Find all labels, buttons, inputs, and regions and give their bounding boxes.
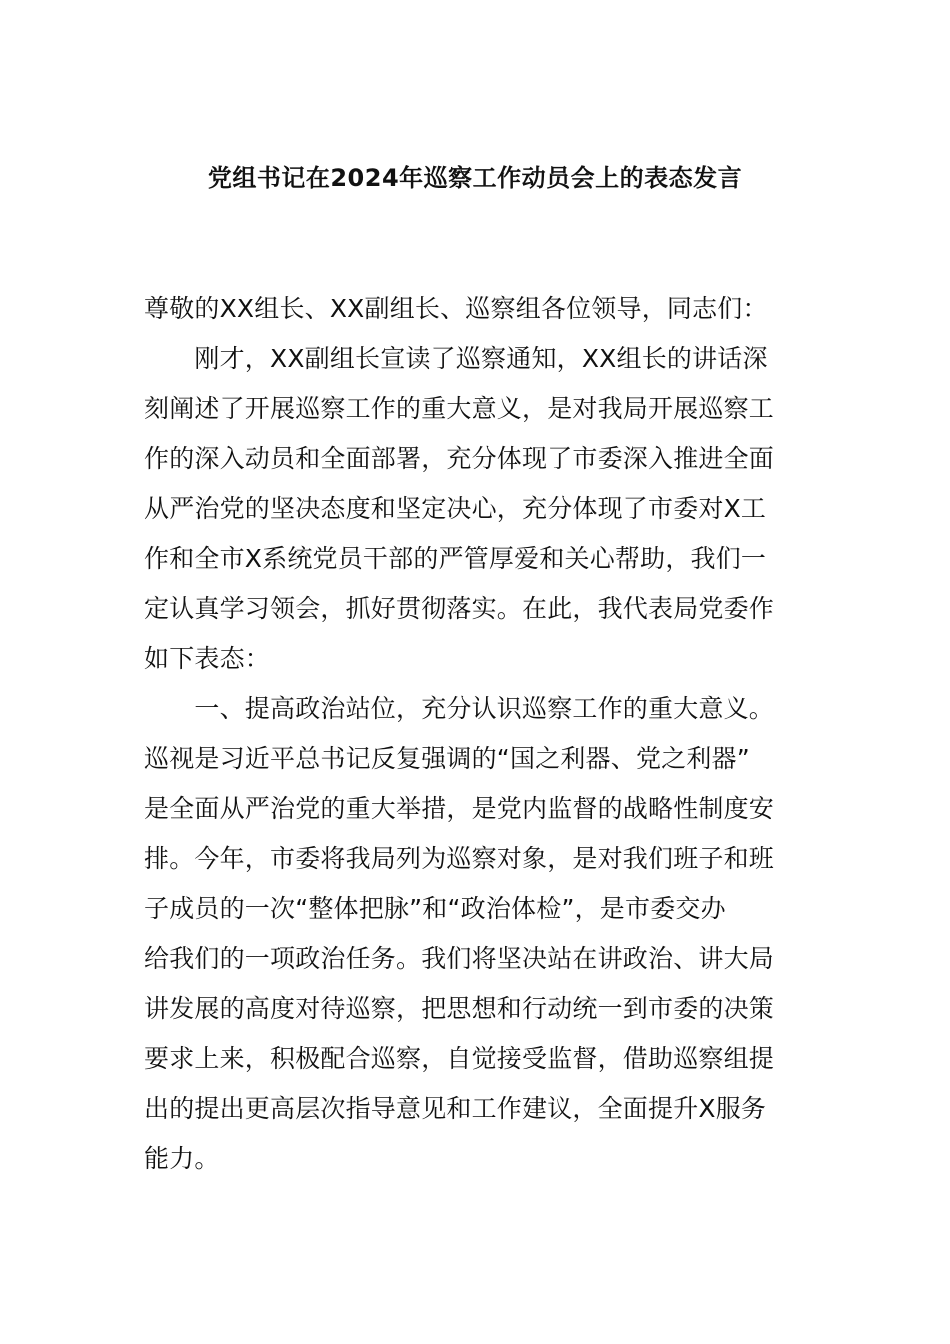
text-line-salutation: 尊敬的XX组长、XX副组长、巡察组各位领导，同志们： — [144, 294, 768, 323]
text-line: 定认真学习领会，抓好贯彻落实。在此，我代表局党委作 — [144, 594, 775, 623]
text-line-section-heading: 一、提高政治站位，充分认识巡察工作的重大意义。 — [144, 694, 775, 723]
text-line: 是全面从严治党的重大举措，是党内监督的战略性制度安 — [144, 794, 775, 823]
text-line: 排。今年，市委将我局列为巡察对象，是对我们班子和班 — [144, 844, 775, 873]
text-line: 刻阐述了开展巡察工作的重大意义，是对我局开展巡察工 — [144, 394, 775, 423]
text-line: 作的深入动员和全面部署，充分体现了市委深入推进全面 — [144, 444, 775, 473]
document-body — [144, 284, 808, 1184]
text-line: 要求上来，积极配合巡察，自觉接受监督，借助巡察组提 — [144, 1044, 775, 1073]
text-line: 出的提出更高层次指导意见和工作建议，全面提升X服务 — [144, 1094, 767, 1123]
text-line: 讲发展的高度对待巡察，把思想和行动统一到市委的决策 — [144, 994, 775, 1023]
text-line: 能力。 — [144, 1144, 220, 1173]
text-line: 作和全市X系统党员干部的严管厚爱和关心帮助，我们一 — [144, 544, 767, 573]
text-line: 刚才，XX副组长宣读了巡察通知，XX组长的讲话深 — [144, 344, 768, 373]
text-line: 子成员的一次“整体把脉”和“政治体检”，是市委交办 — [144, 894, 726, 923]
document-title: 党组书记在2024年巡察工作动员会上的表态发言 — [207, 164, 743, 192]
text-line: 从严治党的坚决态度和坚定决心，充分体现了市委对X工 — [144, 494, 767, 523]
text-line: 给我们的一项政治任务。我们将坚决站在讲政治、讲大局 — [144, 944, 775, 973]
text-line: 如下表态： — [144, 644, 271, 673]
text-line: 巡视是习近平总书记反复强调的“国之利器、党之利器” — [144, 744, 750, 773]
